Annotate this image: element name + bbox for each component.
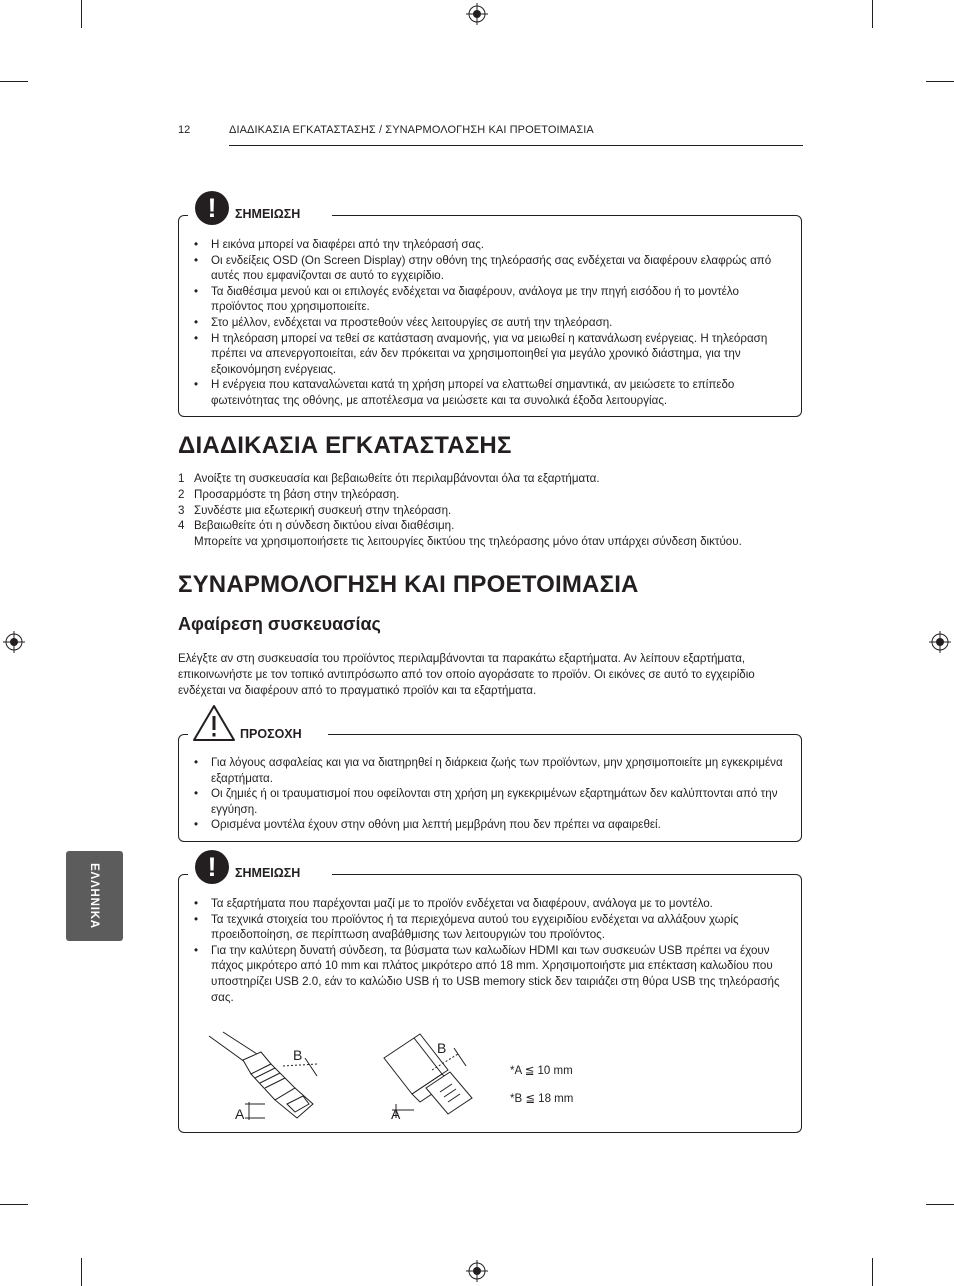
dimension-label-a: A xyxy=(235,1106,245,1122)
dimension-label-b: B xyxy=(437,1040,447,1056)
caution-list xyxy=(193,755,791,833)
list-item: • Οι ζημιές ή οι τραυματισμοί που οφείλονται στη χρήση μη εγκεκριμένων εξαρτημάτων δεν καλύπτονται από την εγγύηση. xyxy=(193,786,791,817)
registration-mark-icon xyxy=(3,631,25,653)
crop-mark xyxy=(872,1258,873,1286)
list-item: • Η εικόνα μπορεί να διαφέρει από την τηλεόρασή σας. xyxy=(193,237,789,253)
step-item xyxy=(178,471,818,487)
registration-mark-icon xyxy=(929,631,951,653)
subsection-title: Αφαίρεση συσκευασίας xyxy=(178,614,381,634)
step-text: Βεβαιωθείτε ότι η σύνδεση δικτύου είναι διαθέσιμη. xyxy=(194,519,455,533)
crop-mark xyxy=(926,1204,954,1205)
crop-mark xyxy=(81,1258,82,1286)
list-item: • Για την καλύτερη δυνατή σύνδεση, τα βύσματα των καλωδίων HDMI και των συσκευών USB πρέπει να έχουν πάχος μικρότερο από 10 mm και πλάτος μικρότερο από 18 mm. Χρησιμοποιήστε μια επέκταση καλωδίου που υποστηρίζει USB 2.0, εάν το καλώδιο USB ή το USB memory stick δεν ταιριάζει στη θύρα USB της τηλεόρασής σας. xyxy=(193,943,789,1005)
crop-mark xyxy=(0,81,28,82)
intro-paragraph: Ελέγξτε αν στη συσκευασία του προϊόντος περιλαμβάνονται τα παρακάτω εξαρτήματα. Αν λείπουν εξαρτήματα, επικοινωνήστε με τον τοπικό αντιπρόσωπο από τον οποίο αγοράσατε το προϊόν. Οι εικόνες σε αυτό το εγχειρίδιο ενδέχεται να διαφέρουν από το πραγματικό προϊόν και τα εξαρτήματα. xyxy=(178,652,755,697)
exclamation-circle-icon xyxy=(195,850,229,884)
warning-triangle-icon xyxy=(192,704,236,742)
crop-mark xyxy=(0,1204,28,1205)
list-item: • Τα εξαρτήματα που παρέχονται μαζί με το προϊόν ενδέχεται να διαφέρουν, ανάλογα με το μοντέλο. xyxy=(193,896,789,912)
dimension-label-b: B xyxy=(293,1047,303,1063)
step-item xyxy=(178,503,818,519)
language-tab-label: ΕΛΛΗΝΙΚΑ xyxy=(88,863,100,929)
list-item: • Για λόγους ασφαλείας και για να διατηρηθεί η διάρκεια ζωής των προϊόντων, μην χρησιμοποιείτε μη εγκεκριμένα εξαρτήματα. xyxy=(193,755,791,786)
hdmi-connector-illustration xyxy=(205,1030,345,1125)
step-item xyxy=(178,487,818,503)
note-list xyxy=(193,237,789,409)
list-item: • Τα διαθέσιμα μενού και οι επιλογές ενδέχεται να διαφέρουν, ανάλογα με την πηγή εισόδου ή το μοντέλο προϊόντος που χρησιμοποιείτε. xyxy=(193,284,789,315)
running-header: ΔΙΑΔΙΚΑΣΙΑ ΕΓΚΑΤΑΣΤΑΣΗΣ / ΣΥΝΑΡΜΟΛΟΓΗΣΗ ΚΑΙ ΠΡΟΕΤΟΙΜΑΣΙΑ xyxy=(229,124,594,136)
registration-mark-icon xyxy=(466,3,488,25)
page-number: 12 xyxy=(178,124,191,136)
step-item xyxy=(178,518,818,550)
list-item: • Ορισμένα μοντέλα έχουν στην οθόνη μια λεπτή μεμβράνη που δεν πρέπει να αφαιρεθεί. xyxy=(193,817,791,833)
header-rule xyxy=(229,145,803,146)
crop-mark xyxy=(872,0,873,28)
step-number: 2 xyxy=(178,487,185,501)
list-item: • Η τηλεόραση μπορεί να τεθεί σε κατάσταση αναμονής, για να μειωθεί η κατανάλωση ενέργειας. Η τηλεόραση πρέπει να απενεργοποιείται, εάν δεν πρόκειται να χρησιμοποιηθεί για μεγάλο χρονικό διάστημα, για την εξοικονόμηση ενέργειας. xyxy=(193,331,789,378)
step-text: Προσαρμόστε τη βάση στην τηλεόραση. xyxy=(194,487,400,501)
step-text: Συνδέστε μια εξωτερική συσκευή στην τηλεόραση. xyxy=(194,503,452,517)
note-label: ΣΗΜΕΙΩΣΗ xyxy=(231,207,306,221)
crop-mark xyxy=(926,81,954,82)
note-list xyxy=(193,896,789,1005)
dimension-label-a: A xyxy=(391,1106,401,1122)
caution-label: ΠΡΟΣΟΧΗ xyxy=(236,727,308,741)
note-label: ΣΗΜΕΙΩΣΗ xyxy=(231,866,306,880)
section-title: ΣΥΝΑΡΜΟΛΟΓΗΣΗ ΚΑΙ ΠΡΟΕΤΟΙΜΑΣΙΑ xyxy=(178,571,639,598)
spec-b: *B ≦ 18 mm xyxy=(510,1093,574,1105)
list-item: • Στο μέλλον, ενδέχεται να προστεθούν νέες λειτουργίες σε αυτή την τηλεόραση. xyxy=(193,315,789,331)
list-item: • Τα τεχνικά στοιχεία του προϊόντος ή τα περιεχόμενα αυτού του εγχειριδίου ενδέχεται να αλλάξουν χωρίς προειδοποίηση, σε περίπτωση αναβάθμισης των λειτουργιών του προϊόντος. xyxy=(193,912,789,943)
crop-mark xyxy=(81,0,82,28)
exclamation-circle-icon xyxy=(195,191,229,225)
registration-mark-icon xyxy=(466,1260,488,1282)
step-number: 3 xyxy=(178,503,185,517)
list-item: • Η ενέργεια που καταναλώνεται κατά τη χρήση μπορεί να ελαττωθεί σημαντικά, αν μειώσετε το επίπεδο φωτεινότητας της οθόνης, με αποτέλεσμα να μειώσετε και τα συνολικά έξοδα λειτουργίας. xyxy=(193,377,789,408)
installation-steps xyxy=(178,471,818,550)
step-number: 4 xyxy=(178,519,185,533)
list-item: • Οι ενδείξεις OSD (On Screen Display) στην οθόνη της τηλεόρασής σας ενδέχεται να διαφέρουν ελαφρώς από αυτές που εμφανίζονται σε αυτό το εγχειρίδιο. xyxy=(193,253,789,284)
spec-a: *A ≦ 10 mm xyxy=(510,1065,573,1077)
step-note: Μπορείτε να χρησιμοποιήσετε τις λειτουργίες δικτύου της τηλεόρασης μόνο όταν υπάρχει σύνδεση δικτύου. xyxy=(194,535,742,549)
step-text: Ανοίξτε τη συσκευασία και βεβαιωθείτε ότι περιλαμβάνονται όλα τα εξαρτήματα. xyxy=(194,472,600,485)
section-title: ΔΙΑΔΙΚΑΣΙΑ ΕΓΚΑΤΑΣΤΑΣΗΣ xyxy=(178,432,512,459)
step-number: 1 xyxy=(178,472,185,485)
